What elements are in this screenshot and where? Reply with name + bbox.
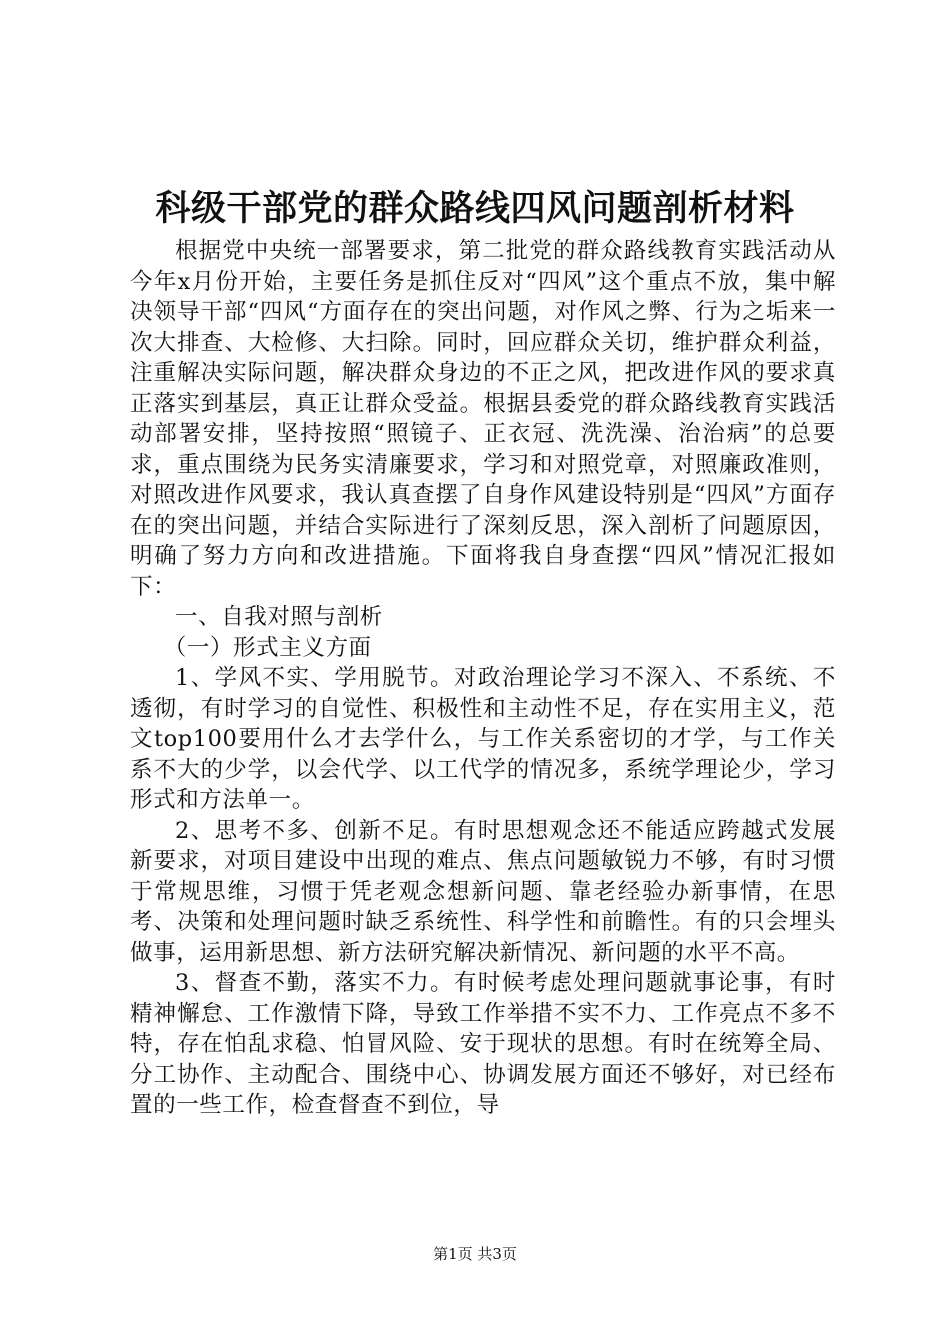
page-number-footer: 第1页 共3页 <box>433 1245 517 1263</box>
intro-paragraph: 根据党中央统一部署要求，第二批党的群众路线教育实践活动从今年x月份开始，主要任务是抓住反对“四风”这个重点不放，集中解决领导干部“四风“方面存在的突出问题，对作风之弊、行为之垢来一次大排查、大检修、大扫除。同时，回应群众关切，维护群众利益，注重解决实际问题，解决群众身边的不正之风，把改进作风的要求真正落实到基层，真正让群众受益。根据县委党的群众路线教育实践活动部署安排，坚持按照“照镜子、正衣冠、洗洗澡、治治病”的总要求，重点围绕为民务实清廉要求，学习和对照党章，对照廉政准则，对照改进作风要求，我认真查摆了自身作风建设特别是“四风”方面存在的突出问题，并结合实际进行了深刻反思，深入剖析了问题原因，明确了努力方向和改进措施。下面将我自身查摆“四风”情况汇报如下： <box>130 238 836 600</box>
section-heading: 一、自我对照与剖析 <box>175 604 383 630</box>
document-body <box>130 236 836 1121</box>
document-title: 科级干部党的群众路线四风问题剖析材料 <box>155 188 795 229</box>
subsection-heading: （一）形式主义方面 <box>163 634 372 661</box>
item-paragraph-2: 2、思考不多、创新不足。有时思想观念还不能适应跨越式发展新要求，对项目建设中出现的难点、焦点问题敏锐力不够，有时习惯于常规思维，习惯于凭老观念想新问题、靠老经验办新事情，在思考、决策和处理问题时缺乏系统性、科学性和前瞻性。有的只会埋头做事，运用新思想、新方法研究解决新情况、新问题的水平不高。 <box>130 817 836 966</box>
item-paragraph-3: 3、督查不勤，落实不力。有时候考虑处理问题就事论事，有时精神懈怠、工作激情下降，导致工作举措不实不力、工作亮点不多不特，存在怕乱求稳、怕冒风险、安于现状的思想。有时在统筹全局、分工协作、主动配合、围绕中心、协调发展方面还不够好，对已经布置的一些工作，检查督查不到位，导 <box>130 970 836 1118</box>
item-paragraph-1: 1、学风不实、学用脱节。对政治理论学习不深入、不系统、不透彻，有时学习的自觉性、积极性和主动性不足，存在实用主义，范文top100要用什么才去学什么，与工作关系密切的才学，与工作关系不大的少学，以会代学、以工代学的情况多，系统学理论少，学习形式和方法单一。 <box>130 665 836 813</box>
